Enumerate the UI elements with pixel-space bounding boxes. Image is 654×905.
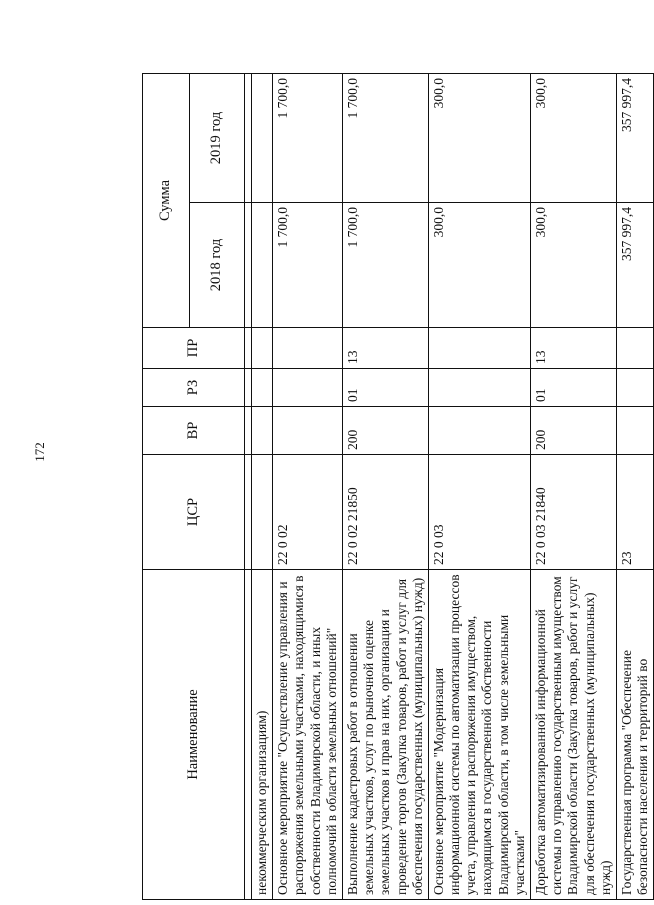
- cell-sum-2018: 300,0: [531, 203, 617, 328]
- table-row: [342, 74, 428, 900]
- cell-sum-2018: 300,0: [428, 203, 530, 328]
- cell-pr: [273, 328, 343, 369]
- cell-vr: [252, 407, 273, 455]
- header-name: Наименование: [143, 570, 245, 900]
- cell-rz: [428, 369, 530, 407]
- table-row: [616, 74, 653, 900]
- cell-sum-2019: 1 700,0: [273, 74, 343, 203]
- cell-csr: 22 0 02 21850: [342, 455, 428, 570]
- cell-vr: [273, 407, 343, 455]
- cell-vr: 200: [342, 407, 428, 455]
- cell-name: Основное мероприятие "Модернизация информационной системы по автоматизации процессов учета, управления и распоряжения имуществом, находящимся в государственной собственности Владимирской области, в том числе земельными участками": [428, 570, 530, 900]
- cell-name: Выполнение кадастровых работ в отношении земельных участков, услуг по рыночной оценке земельных участков и прав на них, организация и проведение торгов (Закупка товаров, работ и услуг для обеспечения государственных (муниципальных) нужд): [342, 570, 428, 900]
- cell-sum-2019: 1 700,0: [342, 74, 428, 203]
- header-csr: ЦСР: [143, 455, 245, 570]
- cell-sum-2018: [252, 203, 273, 328]
- header-rz: РЗ: [143, 369, 245, 407]
- cell-vr: 200: [531, 407, 617, 455]
- header-sum: Сумма: [143, 74, 190, 328]
- cell-csr: 22 0 02: [273, 455, 343, 570]
- cell-sum-2019: 300,0: [531, 74, 617, 203]
- header-year-2018: 2018 год: [190, 203, 245, 328]
- cell-csr: [252, 455, 273, 570]
- rotated-page-content: [142, 74, 651, 900]
- header-spacer-row: [245, 74, 252, 900]
- table-row: [273, 74, 343, 900]
- header-pr: ПР: [143, 328, 245, 369]
- header-year-2019: 2019 год: [190, 74, 245, 203]
- cell-name: некоммерческим организациям): [252, 570, 273, 900]
- cell-sum-2018: 357 997,4: [616, 203, 653, 328]
- cell-vr: [616, 407, 653, 455]
- cell-sum-2018: 1 700,0: [342, 203, 428, 328]
- cell-rz: 01: [531, 369, 617, 407]
- table-row: [531, 74, 617, 900]
- cell-name: Основное мероприятие "Осуществление управления и распоряжения земельными участками, находящимися в собственности Владимирской области, и иных полномочий в области земельных отношений": [273, 570, 343, 900]
- cell-sum-2019: 300,0: [428, 74, 530, 203]
- cell-vr: [428, 407, 530, 455]
- cell-csr: 22 0 03 21840: [531, 455, 617, 570]
- cell-pr: [252, 328, 273, 369]
- cell-pr: [616, 328, 653, 369]
- table-row: [252, 74, 273, 900]
- cell-sum-2019: 357 997,4: [616, 74, 653, 203]
- header-vr: ВР: [143, 407, 245, 455]
- cell-name: Доработка автоматизированной информационной системы по управлению государственным имуществом Владимирской области (Закупка товаров, работ и услуг для обеспечения государственных (муниципальных) нужд): [531, 570, 617, 900]
- cell-pr: 13: [531, 328, 617, 369]
- budget-table: [142, 73, 654, 900]
- cell-rz: [273, 369, 343, 407]
- cell-csr: 23: [616, 455, 653, 570]
- cell-sum-2019: [252, 74, 273, 203]
- cell-rz: [616, 369, 653, 407]
- cell-rz: [252, 369, 273, 407]
- cell-rz: 01: [342, 369, 428, 407]
- cell-pr: [428, 328, 530, 369]
- cell-csr: 22 0 03: [428, 455, 530, 570]
- cell-name: Государственная программа "Обеспечение безопасности населения и территорий во: [616, 570, 653, 900]
- table-row: [428, 74, 530, 900]
- cell-sum-2018: 1 700,0: [273, 203, 343, 328]
- page-number: 172: [32, 442, 47, 462]
- cell-pr: 13: [342, 328, 428, 369]
